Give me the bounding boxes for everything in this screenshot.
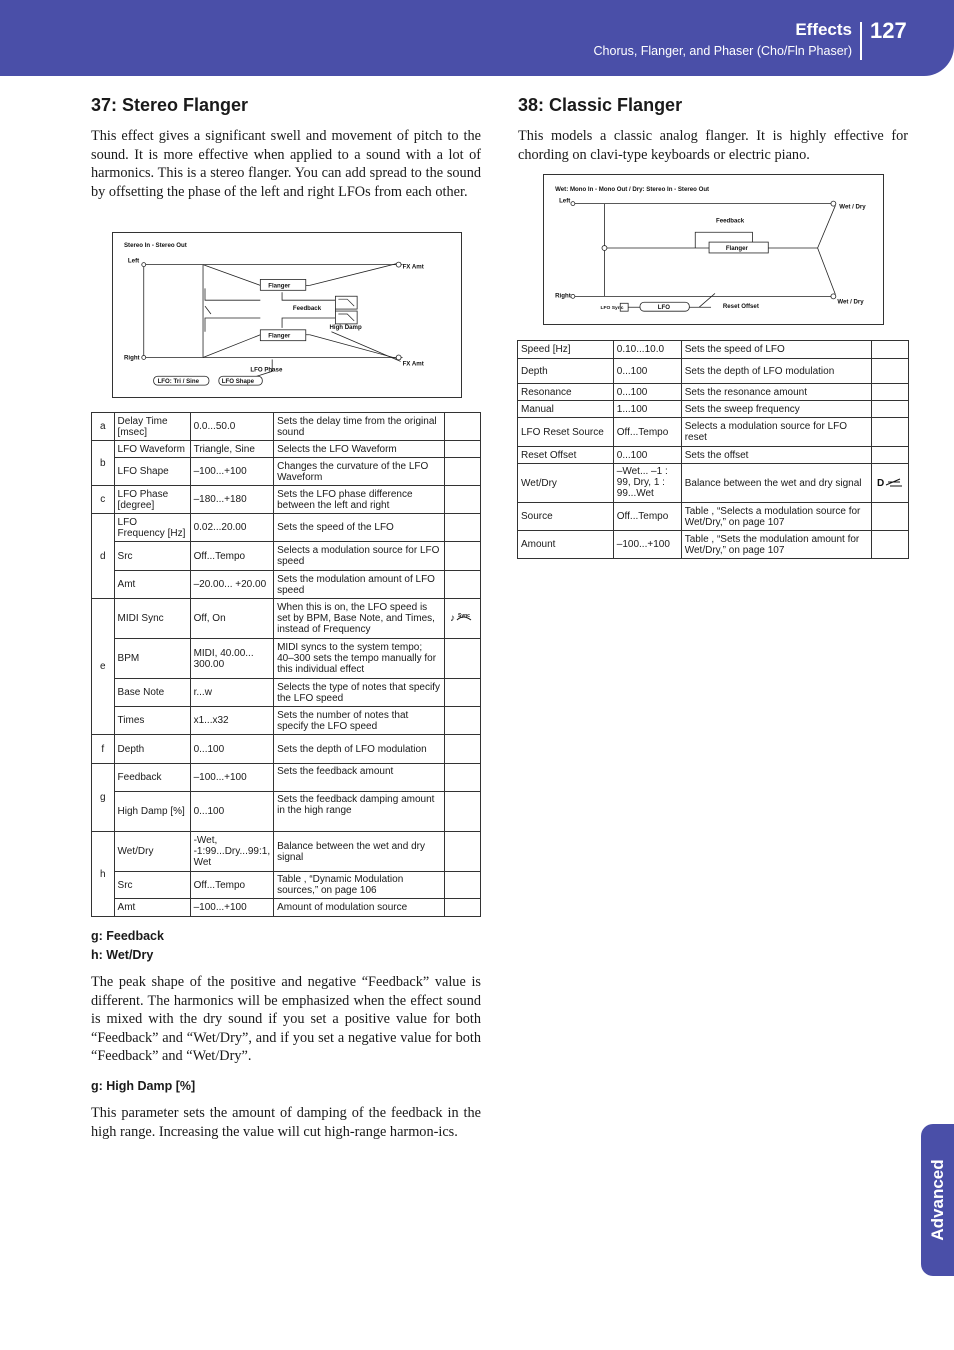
sub-feedback: g: Feedback xyxy=(91,929,164,943)
sf-lfo-phase: LFO Phase xyxy=(250,366,283,374)
classic-flanger-diagram-svg xyxy=(544,175,883,324)
sub-wet-dry: h: Wet/Dry xyxy=(91,948,154,962)
cf-left-label: Left xyxy=(559,197,571,205)
sf-high-damp: High Damp xyxy=(329,323,362,331)
sf-flanger-bottom: Flanger xyxy=(268,332,291,340)
svg-text:♪: ♪ xyxy=(449,613,455,623)
param-name: Delay Time [msec] xyxy=(114,413,190,441)
table-row xyxy=(518,401,909,418)
cf-lfo-sync: LFO Sync xyxy=(600,306,624,312)
param-icon-cell xyxy=(445,486,481,514)
param-description: Sets the depth of LFO modulation xyxy=(274,735,445,764)
param-description: Changes the curvature of the LFO Waveform xyxy=(274,458,445,486)
param-name: Speed [Hz] xyxy=(518,341,614,359)
param-icon-cell xyxy=(445,899,481,917)
table-row xyxy=(92,832,481,872)
param-icon-cell xyxy=(871,341,908,359)
param-description: Sets the speed of the LFO xyxy=(274,514,445,542)
param-range: Off...Tempo xyxy=(613,503,681,531)
param-name: LFO Shape xyxy=(114,458,190,486)
sf-right-label: Right xyxy=(123,354,140,362)
table-row xyxy=(92,679,481,707)
param-range: –100...+100 xyxy=(190,458,274,486)
param-range: Triangle, Sine xyxy=(190,441,274,458)
param-description: Table , “Sets the modulation amount for Wet/Dry,” on page 107 xyxy=(681,531,871,559)
header-divider xyxy=(860,22,862,60)
table-row xyxy=(92,639,481,679)
section-title: Effects xyxy=(795,20,852,39)
cf-flanger: Flanger xyxy=(725,244,748,252)
param-description: Selects the LFO Waveform xyxy=(274,441,445,458)
stereo-flanger-intro: This effect gives a significant swell and movement of pitch to the sound. It is more effective when applied to a sound with a lot of harmonics. This is a stereo flanger. You can add spread to the sound by offsetting the phase of the left and right LFOs from each other. xyxy=(91,128,481,200)
param-icon-cell xyxy=(871,531,908,559)
param-icon-cell xyxy=(871,401,908,418)
param-group: h xyxy=(92,832,115,917)
param-name: Resonance xyxy=(518,384,614,401)
table-row xyxy=(518,384,909,401)
param-description: Balance between the wet and dry signal xyxy=(274,832,445,872)
stereo-flanger-diagram xyxy=(112,232,462,398)
cf-reset-offset: Reset Offset xyxy=(722,303,759,311)
param-name: Manual xyxy=(518,401,614,418)
param-description: Sets the feedback amount xyxy=(274,764,445,792)
param-icon-cell xyxy=(445,707,481,735)
param-icon-cell xyxy=(445,872,481,899)
param-icon-cell xyxy=(871,418,908,447)
param-name: Src xyxy=(114,542,190,571)
param-name: Depth xyxy=(518,359,614,384)
table-row xyxy=(92,486,481,514)
param-group: g xyxy=(92,764,115,832)
param-icon-cell xyxy=(445,764,481,792)
param-description: Sets the depth of LFO modulation xyxy=(681,359,871,384)
param-name: High Damp [%] xyxy=(114,792,190,832)
param-icon-cell xyxy=(445,441,481,458)
sf-lfo-tri-sine: LFO: Tri / Sine xyxy=(157,378,200,386)
table-row xyxy=(92,764,481,792)
table-row xyxy=(518,503,909,531)
sf-fx-amt-bottom: FX Amt xyxy=(402,360,424,368)
param-name: BPM xyxy=(114,639,190,679)
table-row xyxy=(92,542,481,571)
feedback-wet-dry-text: The peak shape of the positive and negative “Feedback” value is different. The harmonics will be emphasized when the effect sound is mixed with the dry sound if you set a positive value for both “Feedback” and “Wet/Dry”, and if you set a negative value for both “Feedback” and “Wet/Dry”. xyxy=(91,974,481,1065)
table-row xyxy=(92,735,481,764)
param-description: Sets the feedback damping amount in the high range xyxy=(274,792,445,832)
param-description: Selects a modulation source for LFO speed xyxy=(274,542,445,571)
sf-left-label: Left xyxy=(127,257,140,265)
param-name: Feedback xyxy=(114,764,190,792)
param-range: –100...+100 xyxy=(613,531,681,559)
param-icon-cell xyxy=(445,542,481,571)
table-row xyxy=(92,792,481,832)
param-name: LFO Phase [degree] xyxy=(114,486,190,514)
param-description: MIDI syncs to the system tempo; 40–300 sets the tempo manually for this individual effect xyxy=(274,639,445,679)
table-row xyxy=(518,359,909,384)
param-name: Times xyxy=(114,707,190,735)
param-range: 0...100 xyxy=(190,735,274,764)
param-group: d xyxy=(92,514,115,599)
table-row xyxy=(518,464,909,503)
param-name: Amt xyxy=(114,571,190,599)
sub-high-damp: g: High Damp [%] xyxy=(91,1079,196,1093)
param-description: Table , “Dynamic Modulation sources,” on page 106 xyxy=(274,872,445,899)
param-range: 0...100 xyxy=(613,447,681,464)
dmod-icon xyxy=(876,476,904,488)
param-description: Amount of modulation source xyxy=(274,899,445,917)
param-group: b xyxy=(92,441,115,486)
param-range: –100...+100 xyxy=(190,899,274,917)
param-name: Depth xyxy=(114,735,190,764)
param-description: When this is on, the LFO speed is set by BPM, Base Note, and Times, instead of Frequency xyxy=(274,599,445,639)
sf-lfo-shape: LFO Shape xyxy=(221,378,255,386)
svg-text:Sync: Sync xyxy=(457,613,470,619)
cf-feedback: Feedback xyxy=(715,217,745,225)
param-icon-cell xyxy=(445,832,481,872)
param-name: Src xyxy=(114,872,190,899)
param-icon-cell xyxy=(871,447,908,464)
sync-icon xyxy=(449,611,477,623)
table-row xyxy=(92,599,481,639)
classic-flanger-param-table xyxy=(517,340,909,559)
param-range: MIDI, 40.00... 300.00 xyxy=(190,639,274,679)
param-range: 0.02...20.00 xyxy=(190,514,274,542)
table-row xyxy=(92,707,481,735)
cf-wet-dry-top: Wet / Dry xyxy=(839,203,866,211)
param-group: a xyxy=(92,413,115,441)
cf-right-label: Right xyxy=(555,292,571,300)
param-description: Sets the sweep frequency xyxy=(681,401,871,418)
param-icon-cell xyxy=(871,384,908,401)
param-icon-cell xyxy=(445,679,481,707)
param-description: Table , “Selects a modulation source for Wet/Dry,” on page 107 xyxy=(681,503,871,531)
param-description: Sets the offset xyxy=(681,447,871,464)
sf-fx-amt-top: FX Amt xyxy=(402,263,424,271)
param-icon-cell xyxy=(445,514,481,542)
cf-io-label: Wet: Mono In - Mono Out / Dry: Stereo In - Stereo Out xyxy=(555,185,710,193)
stereo-flanger-title: 37: Stereo Flanger xyxy=(91,95,249,115)
param-range: -Wet, -1:99...Dry...99:1, Wet xyxy=(190,832,274,872)
param-icon-cell xyxy=(445,599,481,639)
param-range: 0...100 xyxy=(613,384,681,401)
param-name: LFO Frequency [Hz] xyxy=(114,514,190,542)
param-icon-cell xyxy=(445,413,481,441)
param-range: r...w xyxy=(190,679,274,707)
param-icon-cell xyxy=(445,639,481,679)
param-range: 0...100 xyxy=(613,359,681,384)
classic-flanger-title: 38: Classic Flanger xyxy=(518,95,683,115)
param-range: 0.0...50.0 xyxy=(190,413,274,441)
cf-lfo: LFO xyxy=(657,304,670,312)
table-row xyxy=(92,872,481,899)
param-name: Amt xyxy=(114,899,190,917)
param-description: Sets the modulation amount of LFO speed xyxy=(274,571,445,599)
page-number: 127 xyxy=(870,18,907,43)
table-row xyxy=(92,899,481,917)
table-row xyxy=(92,413,481,441)
param-name: MIDI Sync xyxy=(114,599,190,639)
param-description: Sets the speed of LFO xyxy=(681,341,871,359)
param-range: Off...Tempo xyxy=(190,872,274,899)
param-description: Sets the resonance amount xyxy=(681,384,871,401)
table-row xyxy=(92,571,481,599)
param-range: –Wet... –1 : 99, Dry, 1 : 99...Wet xyxy=(613,464,681,503)
param-icon-cell xyxy=(445,735,481,764)
sf-feedback: Feedback xyxy=(292,305,322,313)
table-row xyxy=(92,514,481,542)
param-name: LFO Waveform xyxy=(114,441,190,458)
param-icon-cell xyxy=(445,571,481,599)
table-row xyxy=(92,441,481,458)
param-icon-cell xyxy=(445,458,481,486)
param-name: Reset Offset xyxy=(518,447,614,464)
table-row xyxy=(518,531,909,559)
page-header xyxy=(0,0,954,76)
cf-wet-dry-bottom: Wet / Dry xyxy=(837,298,864,306)
advanced-tab-label: Advanced xyxy=(927,1159,947,1241)
param-name: LFO Reset Source xyxy=(518,418,614,447)
param-description: Sets the LFO phase difference between the left and right xyxy=(274,486,445,514)
table-row xyxy=(518,447,909,464)
param-icon-cell xyxy=(871,503,908,531)
param-name: Wet/Dry xyxy=(518,464,614,503)
sf-io-label: Stereo In - Stereo Out xyxy=(123,241,187,249)
param-description: Sets the number of notes that specify the LFO speed xyxy=(274,707,445,735)
param-name: Source xyxy=(518,503,614,531)
param-icon-cell xyxy=(871,464,908,503)
param-group: e xyxy=(92,599,115,735)
param-description: Selects the type of notes that specify the LFO speed xyxy=(274,679,445,707)
param-range: x1...x32 xyxy=(190,707,274,735)
svg-text:D: D xyxy=(876,477,885,488)
param-group: f xyxy=(92,735,115,764)
advanced-tab xyxy=(921,1124,954,1276)
table-row xyxy=(518,341,909,359)
param-range: 1...100 xyxy=(613,401,681,418)
param-name: Wet/Dry xyxy=(114,832,190,872)
param-description: Balance between the wet and dry signal xyxy=(681,464,871,503)
section-subtitle: Chorus, Flanger, and Phaser (Cho/Fln Phaser) xyxy=(593,44,852,58)
table-row xyxy=(92,458,481,486)
param-range: –100...+100 xyxy=(190,764,274,792)
param-icon-cell xyxy=(871,359,908,384)
param-description: Selects a modulation source for LFO reset xyxy=(681,418,871,447)
stereo-flanger-diagram-svg xyxy=(113,233,461,397)
param-range: 0...100 xyxy=(190,792,274,832)
param-name: Amount xyxy=(518,531,614,559)
param-range: Off...Tempo xyxy=(613,418,681,447)
param-range: –180...+180 xyxy=(190,486,274,514)
param-icon-cell xyxy=(445,792,481,832)
param-range: Off...Tempo xyxy=(190,542,274,571)
param-range: 0.10...10.0 xyxy=(613,341,681,359)
high-damp-text: This parameter sets the amount of damping of the feedback in the high range. Increasing the value will cut high-range harmon-ics. xyxy=(91,1105,481,1140)
classic-flanger-diagram xyxy=(543,174,884,325)
param-group: c xyxy=(92,486,115,514)
sf-flanger-top: Flanger xyxy=(268,282,291,290)
param-range: –20.00... +20.00 xyxy=(190,571,274,599)
table-row xyxy=(518,418,909,447)
param-description: Sets the delay time from the original sound xyxy=(274,413,445,441)
param-name: Base Note xyxy=(114,679,190,707)
param-range: Off, On xyxy=(190,599,274,639)
stereo-flanger-param-table xyxy=(91,412,481,917)
classic-flanger-intro: This models a classic analog flanger. It is highly effective for chording on clavi-type keyboards or electric piano. xyxy=(518,128,908,163)
